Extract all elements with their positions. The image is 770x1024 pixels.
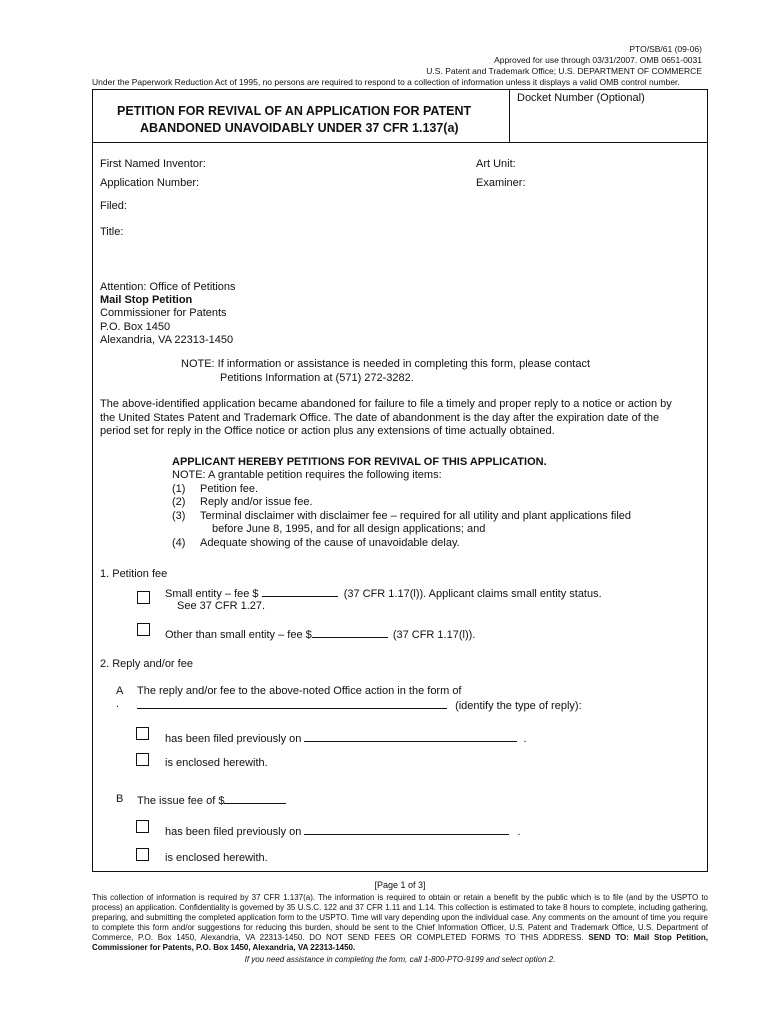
issue-filed-period: . [517,826,521,838]
requirement-text-3: Terminal disclaimer with disclaimer fee – required for all utility and plant applications filed [200,510,632,522]
title-label: Title: [100,226,124,238]
requirement-num-1: (1) [172,483,186,495]
burden-text: This collection of information is required by 37 CFR 1.137(a). The information is required to obtain or retain a benefit by the public which is to file (and by the USPTO to process) an application. Confidentiality is governed by 35 U.S.C. 122 and 37 CFR 1.11 and 1.14. This collection is estimated to take 8 hours to complete, including gathering, preparing, and submitting the completed application form to the USPTO. Time will vary depending upon the individual case. Any comments on the amount of time you require to complete this form and/or suggestions for reducing this burden, should be sent to the Chief Information Officer, U.S. Patent and Trademark Office, U.S. Department of Commerce, P.O. Box 1450, Alexandria, VA 22313-1450. DO NOT SEND FEES OR COMPLETED FORMS TO THIS ADDRESS. [92,893,708,942]
part-a-text: The reply and/or fee to the above-noted Office action in the form of [137,685,462,697]
title-divider [92,142,708,143]
petition-fee-heading: 1. Petition fee [100,568,168,580]
city-line: Alexandria, VA 22313-1450 [100,334,234,346]
small-entity-checkbox[interactable] [137,591,150,604]
burden-statement [92,893,708,953]
requirement-num-3: (3) [172,510,186,522]
requirements-heading: APPLICANT HEREBY PETITIONS FOR REVIVAL OF THIS APPLICATION. [172,456,547,468]
reply-filed-date-field[interactable] [304,731,517,742]
issue-filed-label: has been filed previously on [165,826,302,838]
art-unit-label: Art Unit: [476,158,516,170]
other-entity-label: Other than small entity – fee $ [165,629,312,641]
issue-filed-row [165,824,521,839]
issue-fee-row [137,793,286,808]
small-entity-fee-field[interactable] [262,586,338,597]
small-entity-label: Small entity – fee $ [165,588,259,600]
form-title-line2: ABANDONED UNAVOIDABLY UNDER 37 CFR 1.137(a) [140,121,459,135]
requirement-text-4: Adequate showing of the cause of unavoidable delay. [200,537,460,549]
intro-line3: period set for reply in the Office notice or action plus any extensions of time actually obtained. [100,425,555,437]
mail-stop-line: Mail Stop Petition [100,294,193,306]
form-title-line1: PETITION FOR REVIVAL OF AN APPLICATION FOR PATENT [117,104,472,118]
issue-fee-amount-field[interactable] [224,793,286,804]
other-entity-fee-field[interactable] [312,627,388,638]
part-b-label: B [116,793,124,805]
issue-enclosed-label: is enclosed herewith. [165,852,268,864]
reply-filed-checkbox[interactable] [136,727,149,740]
po-box-line: P.O. Box 1450 [100,321,171,333]
reply-enclosed-checkbox[interactable] [136,753,149,766]
issue-enclosed-checkbox[interactable] [136,848,149,861]
reply-filed-period: . [523,733,527,745]
issue-fee-label: The issue fee of $ [137,795,225,807]
identify-reply-label: (identify the type of reply): [455,700,582,712]
commissioner-line: Commissioner for Patents [100,307,227,319]
requirement-text-3-cont: before June 8, 1995, and for all design applications; and [212,523,486,535]
requirement-text-1: Petition fee. [200,483,259,495]
issue-filed-checkbox[interactable] [136,820,149,833]
docket-label: Docket Number (Optional) [517,92,645,104]
part-a-dot: . [116,698,120,710]
assistance-text: If you need assistance in completing the form, call 1-800-PTO-9199 and select option 2. [244,955,556,964]
attention-line: Attention: Office of Petitions [100,281,236,293]
part-a-label: A [116,685,124,697]
approval-text: Approved for use through 03/31/2007. OMB 0651-0031 [494,55,702,65]
small-entity-cfr: (37 CFR 1.17(l)). Applicant claims small entity status. [343,588,602,600]
intro-line2: the United States Patent and Trademark Office. The date of abandonment is the day after the expiration date of the [100,412,660,424]
intro-line1: The above-identified application became abandoned for failure to file a timely and proper reply to a notice or action by [100,398,672,410]
reply-filed-label: has been filed previously on [165,733,302,745]
requirement-text-2: Reply and/or issue fee. [200,496,313,508]
page-number: [Page 1 of 3] [374,880,426,890]
application-number-label: Application Number: [100,177,200,189]
send-to-text: SEND TO: Mail Stop Petition, Commissioner for Patents, P.O. Box 1450, Alexandria, VA 22313-1450. [92,933,708,952]
reply-filed-row [165,731,527,746]
paperwork-notice: Under the Paperwork Reduction Act of 1995, no persons are required to respond to a collection of information unless it displays a valid OMB control number. [92,77,680,87]
issue-filed-date-field[interactable] [304,824,509,835]
reply-type-row [137,698,582,713]
requirement-num-4: (4) [172,537,186,549]
other-entity-checkbox[interactable] [137,623,150,636]
first-inventor-label: First Named Inventor: [100,158,206,170]
examiner-label: Examiner: [476,177,526,189]
reply-fee-heading: 2. Reply and/or fee [100,658,193,670]
small-entity-row [165,586,602,601]
filed-label: Filed: [100,200,127,212]
reply-type-field[interactable] [137,698,447,709]
note-line1: NOTE: If information or assistance is needed in completing this form, please contact [181,358,591,370]
agency-text: U.S. Patent and Trademark Office; U.S. DEPARTMENT OF COMMERCE [426,66,702,76]
reply-enclosed-label: is enclosed herewith. [165,757,268,769]
small-entity-see: See 37 CFR 1.27. [177,600,266,612]
note-line2: Petitions Information at (571) 272-3282. [220,372,414,384]
other-entity-cfr: (37 CFR 1.17(l)). [392,629,476,641]
form-id: PTO/SB/61 (09-06) [629,44,702,54]
requirement-num-2: (2) [172,496,186,508]
other-entity-row [165,627,475,642]
requirements-note: NOTE: A grantable petition requires the following items: [172,469,442,481]
